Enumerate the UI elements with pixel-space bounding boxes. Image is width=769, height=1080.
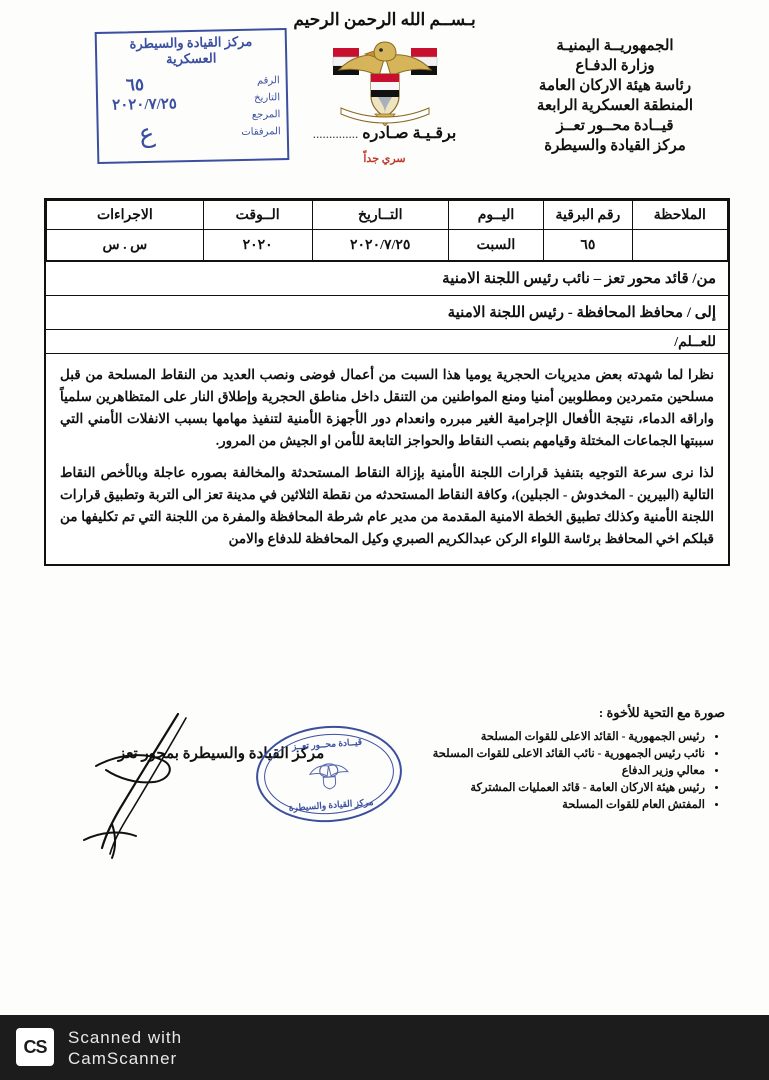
organization-header [485, 36, 745, 156]
td-day: السبت [448, 230, 543, 261]
telegram-label [275, 123, 495, 143]
td-telegram-number: ٦٥ [544, 230, 633, 261]
stamp-title-line2: العسكرية [165, 50, 217, 67]
salutation-line: للعــلم/ [46, 329, 728, 353]
stamp-label-reference: المرجع [251, 109, 281, 121]
camscanner-line-1: Scanned with [68, 1028, 183, 1047]
copies-list [395, 729, 725, 814]
signature-title: مركز القيادة والسيطرة بمحور تعز [118, 746, 325, 762]
copies-section [395, 705, 725, 814]
camscanner-line-2: CamScanner [68, 1049, 178, 1068]
stamp-date-value: ٢٠٢٠/٧/٢٥ [112, 96, 178, 114]
th-date: التــاريخ [312, 201, 448, 230]
stamp-title-line1: مركز القيادة والسيطرة [129, 33, 253, 52]
meta-table [46, 200, 728, 261]
stamp-label-date: التاريخ [253, 92, 281, 104]
paragraph-2: لذا نرى سرعة التوجيه بتنفيذ قرارات اللجنة الأمنية بإزالة النقاط المستحدثة والمخالفة بصوره عاجلة وبالأخص النقاط التالية (البيرين - المخدوش - الجبلين)، وكافة النقاط المستحدثه من نقطة الثلاثين في مدينة تعز الى التربة وتطبيق قرارات اللجنة الأمنية وكذلك تطبيق الخطة الامنية المقدمة من مدير عام شرطة المحافظة والمفرة من اللجنة التي تم تكليفها من قبلكم اخي المحافظ برئاسة اللواء الركن عبدالكريم الصبري وكيل المحافظة للدفاع والامن [60, 465, 714, 546]
telegram-label-text: برقـيـة صـادره [362, 125, 457, 142]
registration-stamp [95, 28, 290, 164]
to-line: إلى / محافظ المحافظة - رئيس اللجنة الامنية [46, 295, 728, 329]
table-row [47, 230, 728, 261]
letter-body [46, 353, 728, 564]
stamp-field-labels [240, 72, 281, 141]
th-day: اليــوم [448, 201, 543, 230]
stamp-label-attachments: المرفقات [241, 126, 281, 138]
list-item: • رئيس هيئة الاركان العامة - قائد العمليات المشتركة [395, 780, 705, 797]
th-procedures: الاجراءات [47, 201, 204, 230]
list-item: • نائب رئيس الجمهورية - نائب القائد الاعلى للقوات المسلحة [395, 746, 705, 763]
td-procedures: س . س [47, 230, 204, 261]
urgency-label: سري جداً [363, 153, 406, 165]
td-note [632, 230, 727, 261]
org-line-2: رئاسة هيئة الاركان العامة [538, 78, 692, 94]
paragraph-1: نظرا لما شهدته بعض مديريات الحجرية يوميا هذا السبت من أعمال فوضى ونصب العديد من النقاط المسلحة من قبل مسلحين متمردين ومطلوبين أمنيا ومنع المواطنين من التنقل داخل مناطق الحجرية وإطلاق النار على المتظاهرين سلمياً واراقه الدماء، نتيجة الأفعال الإجرامية الغير مبرره وانعدام دور الأجهزة الأمنية لتنفيذ مهامها بسبب الانفلات الأمني التي سببتها الجماعات المختلة وقيامهم بنصب النقاط والحواجز التابعة للأمن او الجيش من المرور. [60, 367, 714, 448]
camscanner-caption [68, 1027, 182, 1069]
camscanner-logo: CS [16, 1028, 54, 1066]
org-line-0: الجمهوريــة اليمنيـة [556, 38, 674, 54]
list-item: • رئيس الجمهورية - القائد الاعلى للقوات المسلحة [395, 729, 705, 746]
camscanner-footer [0, 1015, 769, 1080]
list-item: • معالي وزير الدفاع [395, 763, 705, 780]
stamp-number-value: ٦٥ [125, 75, 145, 95]
stamp-handwriting: ﻉ [136, 117, 157, 150]
telegram-frame [44, 198, 730, 566]
th-telegram-number: رقم البرقية [544, 201, 633, 230]
telegram-dots: .............. [312, 126, 359, 141]
td-date: ٢٠٢٠/٧/٢٥ [312, 230, 448, 261]
stamp-label-number: الرقم [256, 75, 280, 87]
list-item: • المفتش العام للقوات المسلحة [395, 797, 705, 814]
org-line-4: قيــادة محــور تعــز [556, 118, 674, 134]
org-line-1: وزارة الدفـاع [575, 58, 655, 74]
stamp-eagle-icon [305, 756, 353, 791]
basmala-text: بـســم الله الرحمن الرحيم [293, 10, 476, 29]
org-line-3: المنطقة العسكرية الرابعة [536, 98, 694, 114]
official-round-stamp [253, 721, 405, 827]
handwritten-signature [66, 706, 256, 866]
round-stamp-top-text: قيــادة محــور تعــز [291, 736, 363, 752]
org-line-5: مركز القيادة والسيطرة [544, 138, 686, 154]
yemen-eagle-emblem-icon [319, 34, 451, 126]
round-stamp-bottom-text: مركز القيادة والسيطرة [288, 796, 374, 813]
table-header-row [47, 201, 728, 230]
copies-title: صورة مع التحية للأخوة : [598, 705, 725, 720]
from-line: من/ قائد محور تعز – نائب رئيس اللجنة الامنية [46, 261, 728, 295]
th-time: الــوقت [203, 201, 312, 230]
th-note: الملاحظة [632, 201, 727, 230]
td-time: ٢٠٢٠ [203, 230, 312, 261]
